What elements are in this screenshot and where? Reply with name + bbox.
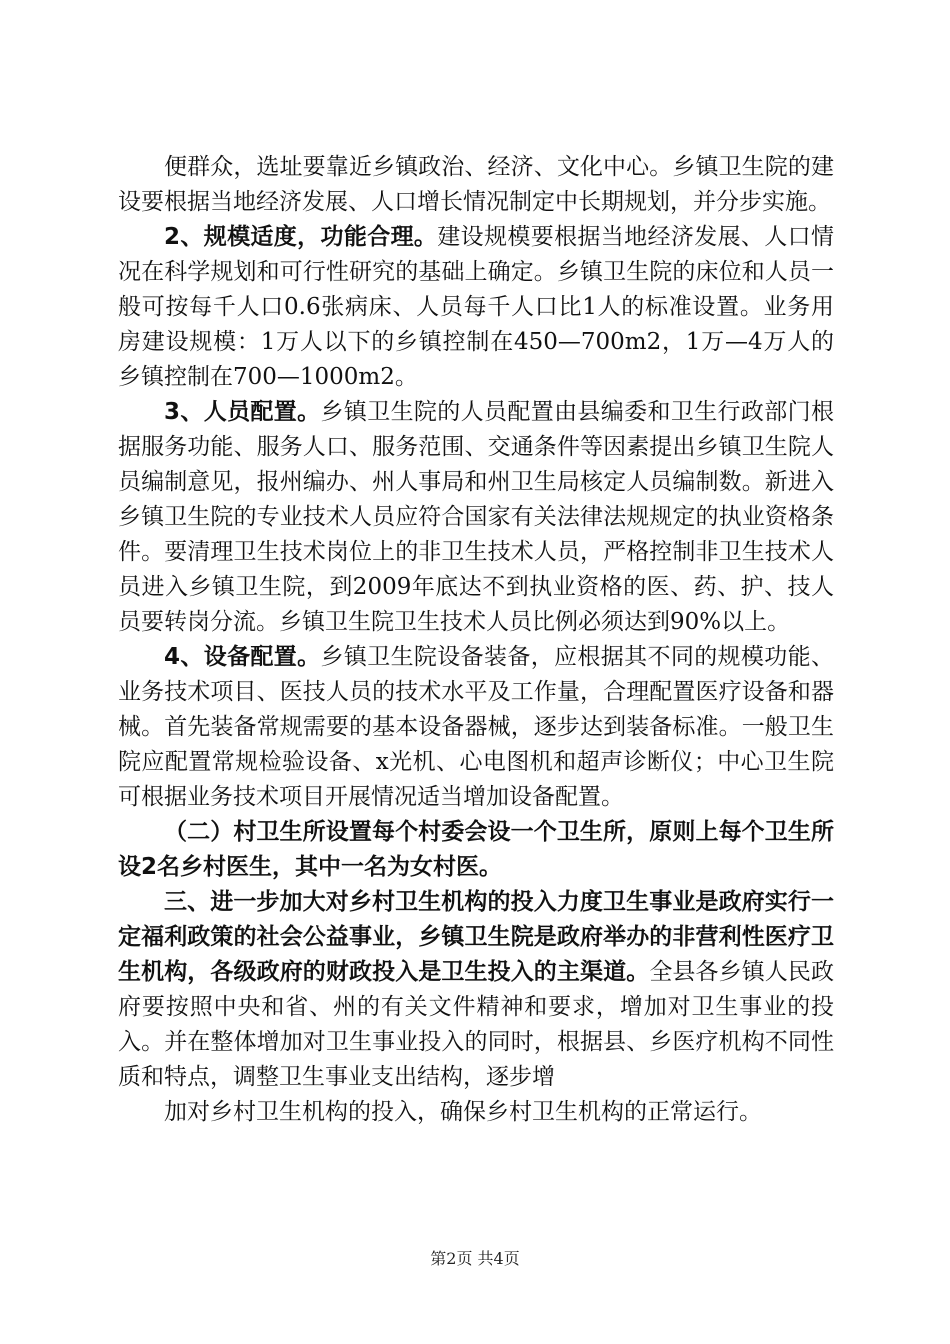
paragraph-4-heading: 4、设备配置。 bbox=[164, 644, 321, 670]
paragraph-2 bbox=[118, 220, 834, 395]
paragraph-6-heading: 三、进一步加大对乡村卫生机构的投入力度卫生事业是政府实行一定福利政策的社会公益事业，乡镇卫生院是政府举办的非营利性医疗卫生机构，各级政府的财政投入是卫生投入的主渠道。 bbox=[118, 889, 834, 985]
paragraph-2-text: 建设规模要根据当地经济发展、人口情况在科学规划和可行性研究的基础上确定。乡镇卫生院的床位和人员一般可按每千人口0.6张病床、人员每千人口比1人的标准设置。业务用房建设规模：1万人以下的乡镇控制在450—700m2，1万—4万人的乡镇控制在700—1000m2。 bbox=[118, 224, 835, 390]
document-body bbox=[118, 150, 834, 1130]
paragraph-4-text: 乡镇卫生院设备装备，应根据其不同的规模功能、业务技术项目、医技人员的技术水平及工作量，合理配置医疗设备和器械。首先装备常规需要的基本设备器械，逐步达到装备标准。一般卫生院应配置常规检验设备、x光机、心电图机和超声诊断仪；中心卫生院可根据业务技术项目开展情况适当增加设备配置。 bbox=[118, 644, 834, 810]
paragraph-2-heading: 2、规模适度，功能合理。 bbox=[164, 224, 438, 250]
paragraph-3-heading: 3、人员配置。 bbox=[164, 399, 321, 425]
paragraph-6 bbox=[118, 885, 834, 1095]
page-footer: 第2页 共4页 bbox=[430, 1249, 520, 1268]
paragraph-7-text: 加对乡村卫生机构的投入，确保乡村卫生机构的正常运行。 bbox=[164, 1099, 762, 1125]
paragraph-1 bbox=[118, 150, 834, 220]
paragraph-7 bbox=[118, 1095, 834, 1130]
paragraph-4 bbox=[118, 640, 834, 815]
paragraph-3 bbox=[118, 395, 834, 640]
paragraph-5 bbox=[118, 815, 834, 885]
paragraph-5-heading: （二）村卫生所设置每个村委会设一个卫生所，原则上每个卫生所设2名乡村医生，其中一名为女村医。 bbox=[118, 819, 834, 880]
paragraph-6-text: 全县各乡镇人民政府要按照中央和省、州的有关文件精神和要求，增加对卫生事业的投入。并在整体增加对卫生事业投入的同时，根据县、乡医疗机构不同性质和特点，调整卫生事业支出结构，逐步增 bbox=[118, 959, 835, 1090]
paragraph-3-text: 乡镇卫生院的人员配置由县编委和卫生行政部门根据服务功能、服务人口、服务范围、交通条件等因素提出乡镇卫生院人员编制意见，报州编办、州人事局和州卫生局核定人员编制数。新进入乡镇卫生院的专业技术人员应符合国家有关法律法规规定的执业资格条件。要清理卫生技术岗位上的非卫生技术人员，严格控制非卫生技术人员进入乡镇卫生院，到2009年底达不到执业资格的医、药、护、技人员要转岗分流。乡镇卫生院卫生技术人员比例必须达到90%以上。 bbox=[118, 399, 834, 635]
paragraph-1-text: 便群众，选址要靠近乡镇政治、经济、文化中心。乡镇卫生院的建设要根据当地经济发展、人口增长情况制定中长期规划，并分步实施。 bbox=[118, 154, 834, 215]
